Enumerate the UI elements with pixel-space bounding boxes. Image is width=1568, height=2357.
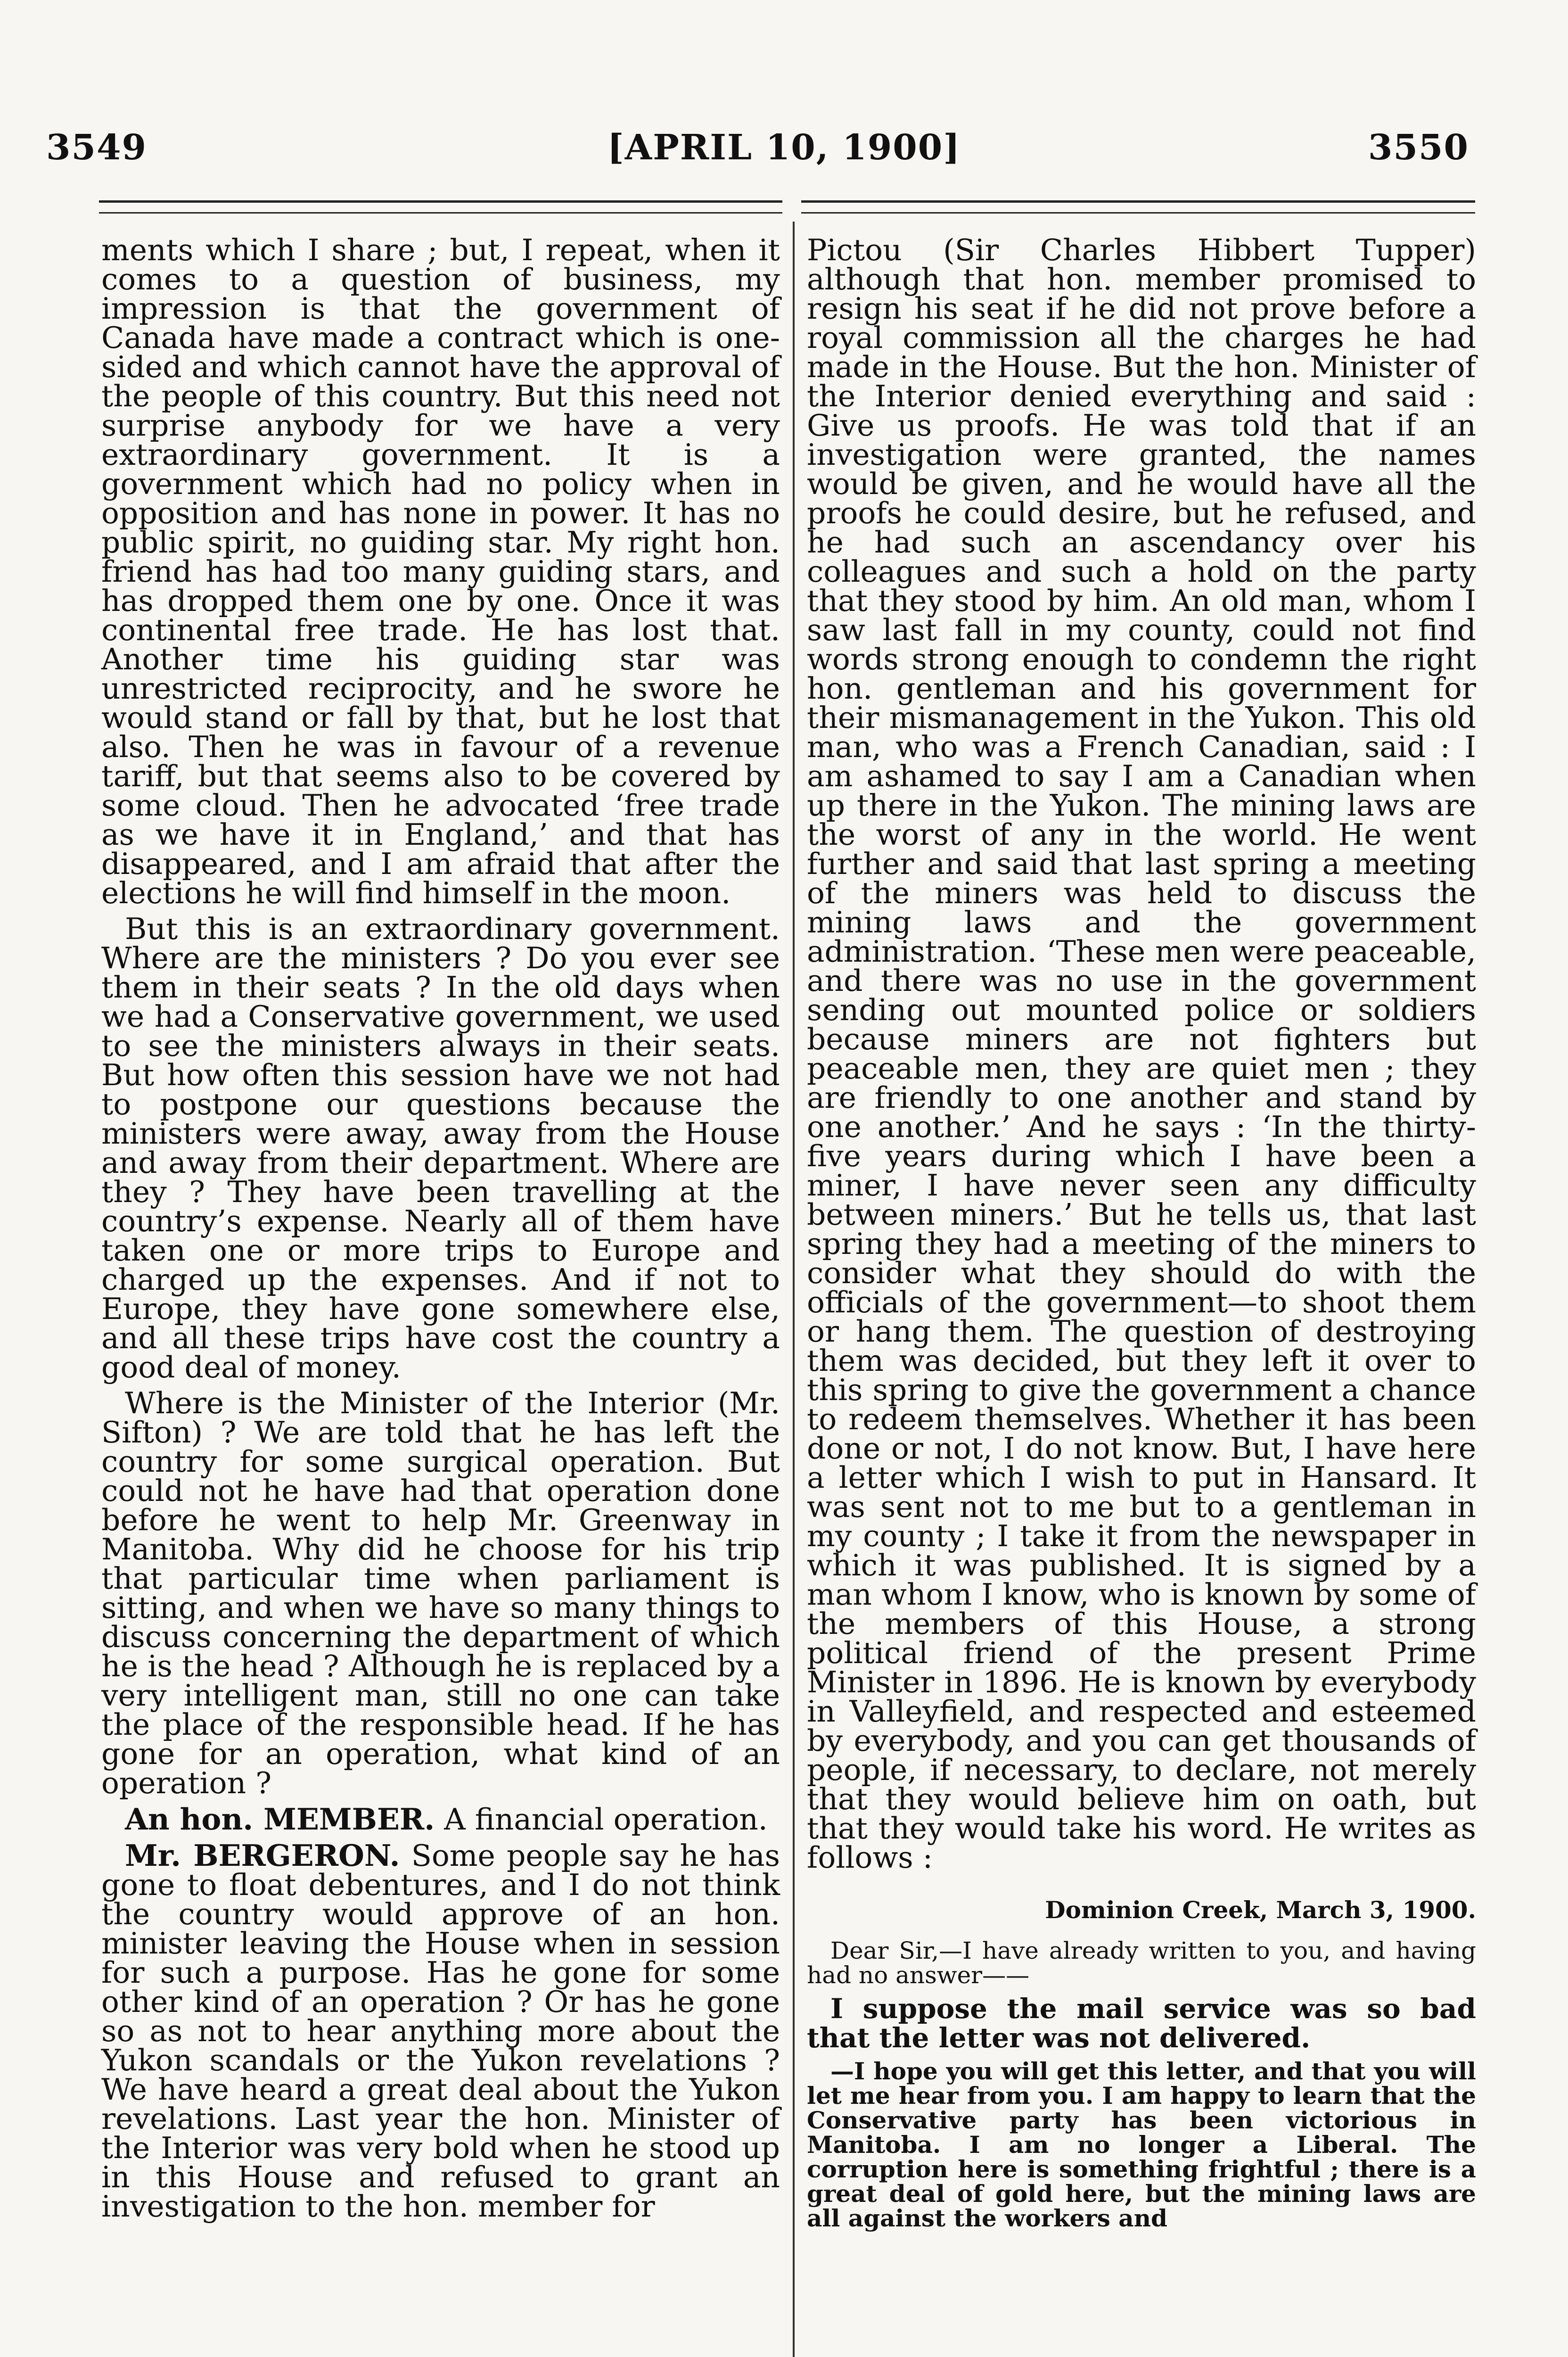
date-header: [APRIL 10, 1900]	[607, 127, 961, 168]
speech-text: Some people say he has gone to float debentures, and I do not think the country would approve of an hon. minister leaving the House when in session for such a purpose. Has he gone for some other kind of an operation ? Or has he gone so as not to hear anything more about the Yukon scandals or the Yukon revelations ? We have heard a great deal about the Yukon revelations. Last year the hon. Minister of the Interior was very bold when he stood up in this House and refused to grant an investigation to the hon. member for	[101, 1838, 780, 2224]
left-paragraph-5	[101, 1838, 780, 2224]
letter-paragraph-2: —I hope you will get this letter, and that you will let me hear from you. I am happy to learn that the Conservative party has been victorious in Manitoba. I am no longer a Liberal. The corruption here is something frightful ; there is a great deal of gold here, but the mining laws are all against the workers and	[807, 2057, 1476, 2232]
left-column	[101, 233, 780, 2228]
right-page-number: 3550	[1368, 127, 1469, 168]
header-rule-right	[801, 200, 1475, 203]
speaker-name: Mr. BERGERON.	[125, 1838, 400, 1873]
letter-dateline: Dominion Creek, March 3, 1900.	[1045, 1896, 1476, 1924]
letter-paragraph-1: Dear Sir,—I have already written to you, and having had no answer——	[807, 1937, 1476, 1989]
left-paragraph-3: Where is the Minister of the Interior (Mr. Sifton) ? We are told that he has left the country for some surgical operation. But could not he have had that operation done before he went to help Mr. Greenway in Manitoba. Why did he choose for his trip that particular time when parliament is sitting, and when we have so many things to discuss concerning the department of which he is the head ? Although he is replaced by a very intelligent man, still no one can take the place of the responsible head. If he has gone for an operation, what kind of an operation ?	[101, 1386, 780, 1800]
speaker-name: An hon. MEMBER.	[125, 1802, 435, 1837]
right-paragraph-1: Pictou (Sir Charles Hibbert Tupper) although that hon. member promised to resign his seat if he did not prove before a royal commission all the charges he had made in the House. But the hon. Minister of the Interior denied everything and said : Give us proofs. He was told that if an investigation were granted, the names would be given, and he would have all the proofs he could desire, but he refused, and he had such an ascendancy over his colleagues and such a hold on the party that they stood by him. An old man, whom I saw last fall in my county, could not find words strong enough to condemn the right hon. gentleman and his government for their mismanagement in the Yukon. This old man, who was a French Canadian, said : I am ashamed to say I am a Canadian when up there in the Yukon. The mining laws are the worst of any in the world. He went further and said that last spring a meeting of the miners was held to discuss the mining laws and the government administration. ‘These men were peaceable, and there was no use in the government sending out mounted police or soldiers because miners are not fighters but peaceable men, they are quiet men ; they are friendly to one another and stand by one another.’ And he says : ‘In the thirty-five years during which I have been a miner, I have never seen any difficulty between miners.’ But he tells us, that last spring they had a meeting of the miners to consider what they should do with the officials of the government—to shoot them or hang them. The question of destroying them was decided, but they left it over to this spring to give the government a chance to redeem themselves. Whether it has been done or not, I do not know. But, I have here a letter which I wish to put in Hansard. It was sent not to me but to a gentleman in my county ; I take it from the newspaper in which it was published. It is signed by a man whom I know, who is known by some of the members of this House, a strong political friend of the present Prime Minister in 1896. He is known by everybody in Valleyfield, and respected and esteemed by everybody, and you can get thousands of people, if necessary, to declare, not merely that they would believe him on oath, but that they would take his word. He writes as follows :	[807, 233, 1476, 1875]
left-page-number: 3549	[46, 127, 147, 168]
right-column	[807, 233, 1476, 2237]
interjection: I suppose the mail service was so bad that the letter was not delivered.	[807, 1993, 1476, 2054]
speech-text: A financial operation.	[444, 1802, 768, 1837]
left-paragraph-2: But this is an extraordinary government. Where are the ministers ? Do you ever see them in their seats ? In the old days when we had a Conservative government, we used to see the ministers always in their seats. But how often this session have we not had to postpone our questions because the ministers were away, away from the House and away from their department. Where are they ? They have been travelling at the country’s expense. Nearly all of them have taken one or more trips to Europe and charged up the expenses. And if not to Europe, they have gone somewhere else, and all these trips have cost the country a good deal of money.	[101, 912, 780, 1385]
column-divider	[793, 222, 795, 2357]
header-rule-left-thin	[99, 212, 782, 214]
header-rule-left	[99, 200, 782, 203]
left-paragraph-4	[101, 1802, 780, 1837]
header-rule-right-thin	[801, 212, 1475, 214]
left-paragraph-1: ments which I share ; but, I repeat, when it comes to a question of business, my impression is that the government of Canada have made a contract which is one-sided and which cannot have the approval of the people of this country. But this need not surprise anybody for we have a very extraordinary government. It is a government which had no policy when in opposition and has none in power. It has no public spirit, no guiding star. My right hon. friend has had too many guiding stars, and has dropped them one by one. Once it was continental free trade. He has lost that. Another time his guiding star was unrestricted reciprocity, and he swore he would stand or fall by that, but he lost that also. Then he was in favour of a revenue tariff, but that seems also to be covered by some cloud. Then he advocated ‘free trade as we have it in England,’ and that has disappeared, and I am afraid that after the elections he will find himself in the moon.	[101, 233, 780, 910]
